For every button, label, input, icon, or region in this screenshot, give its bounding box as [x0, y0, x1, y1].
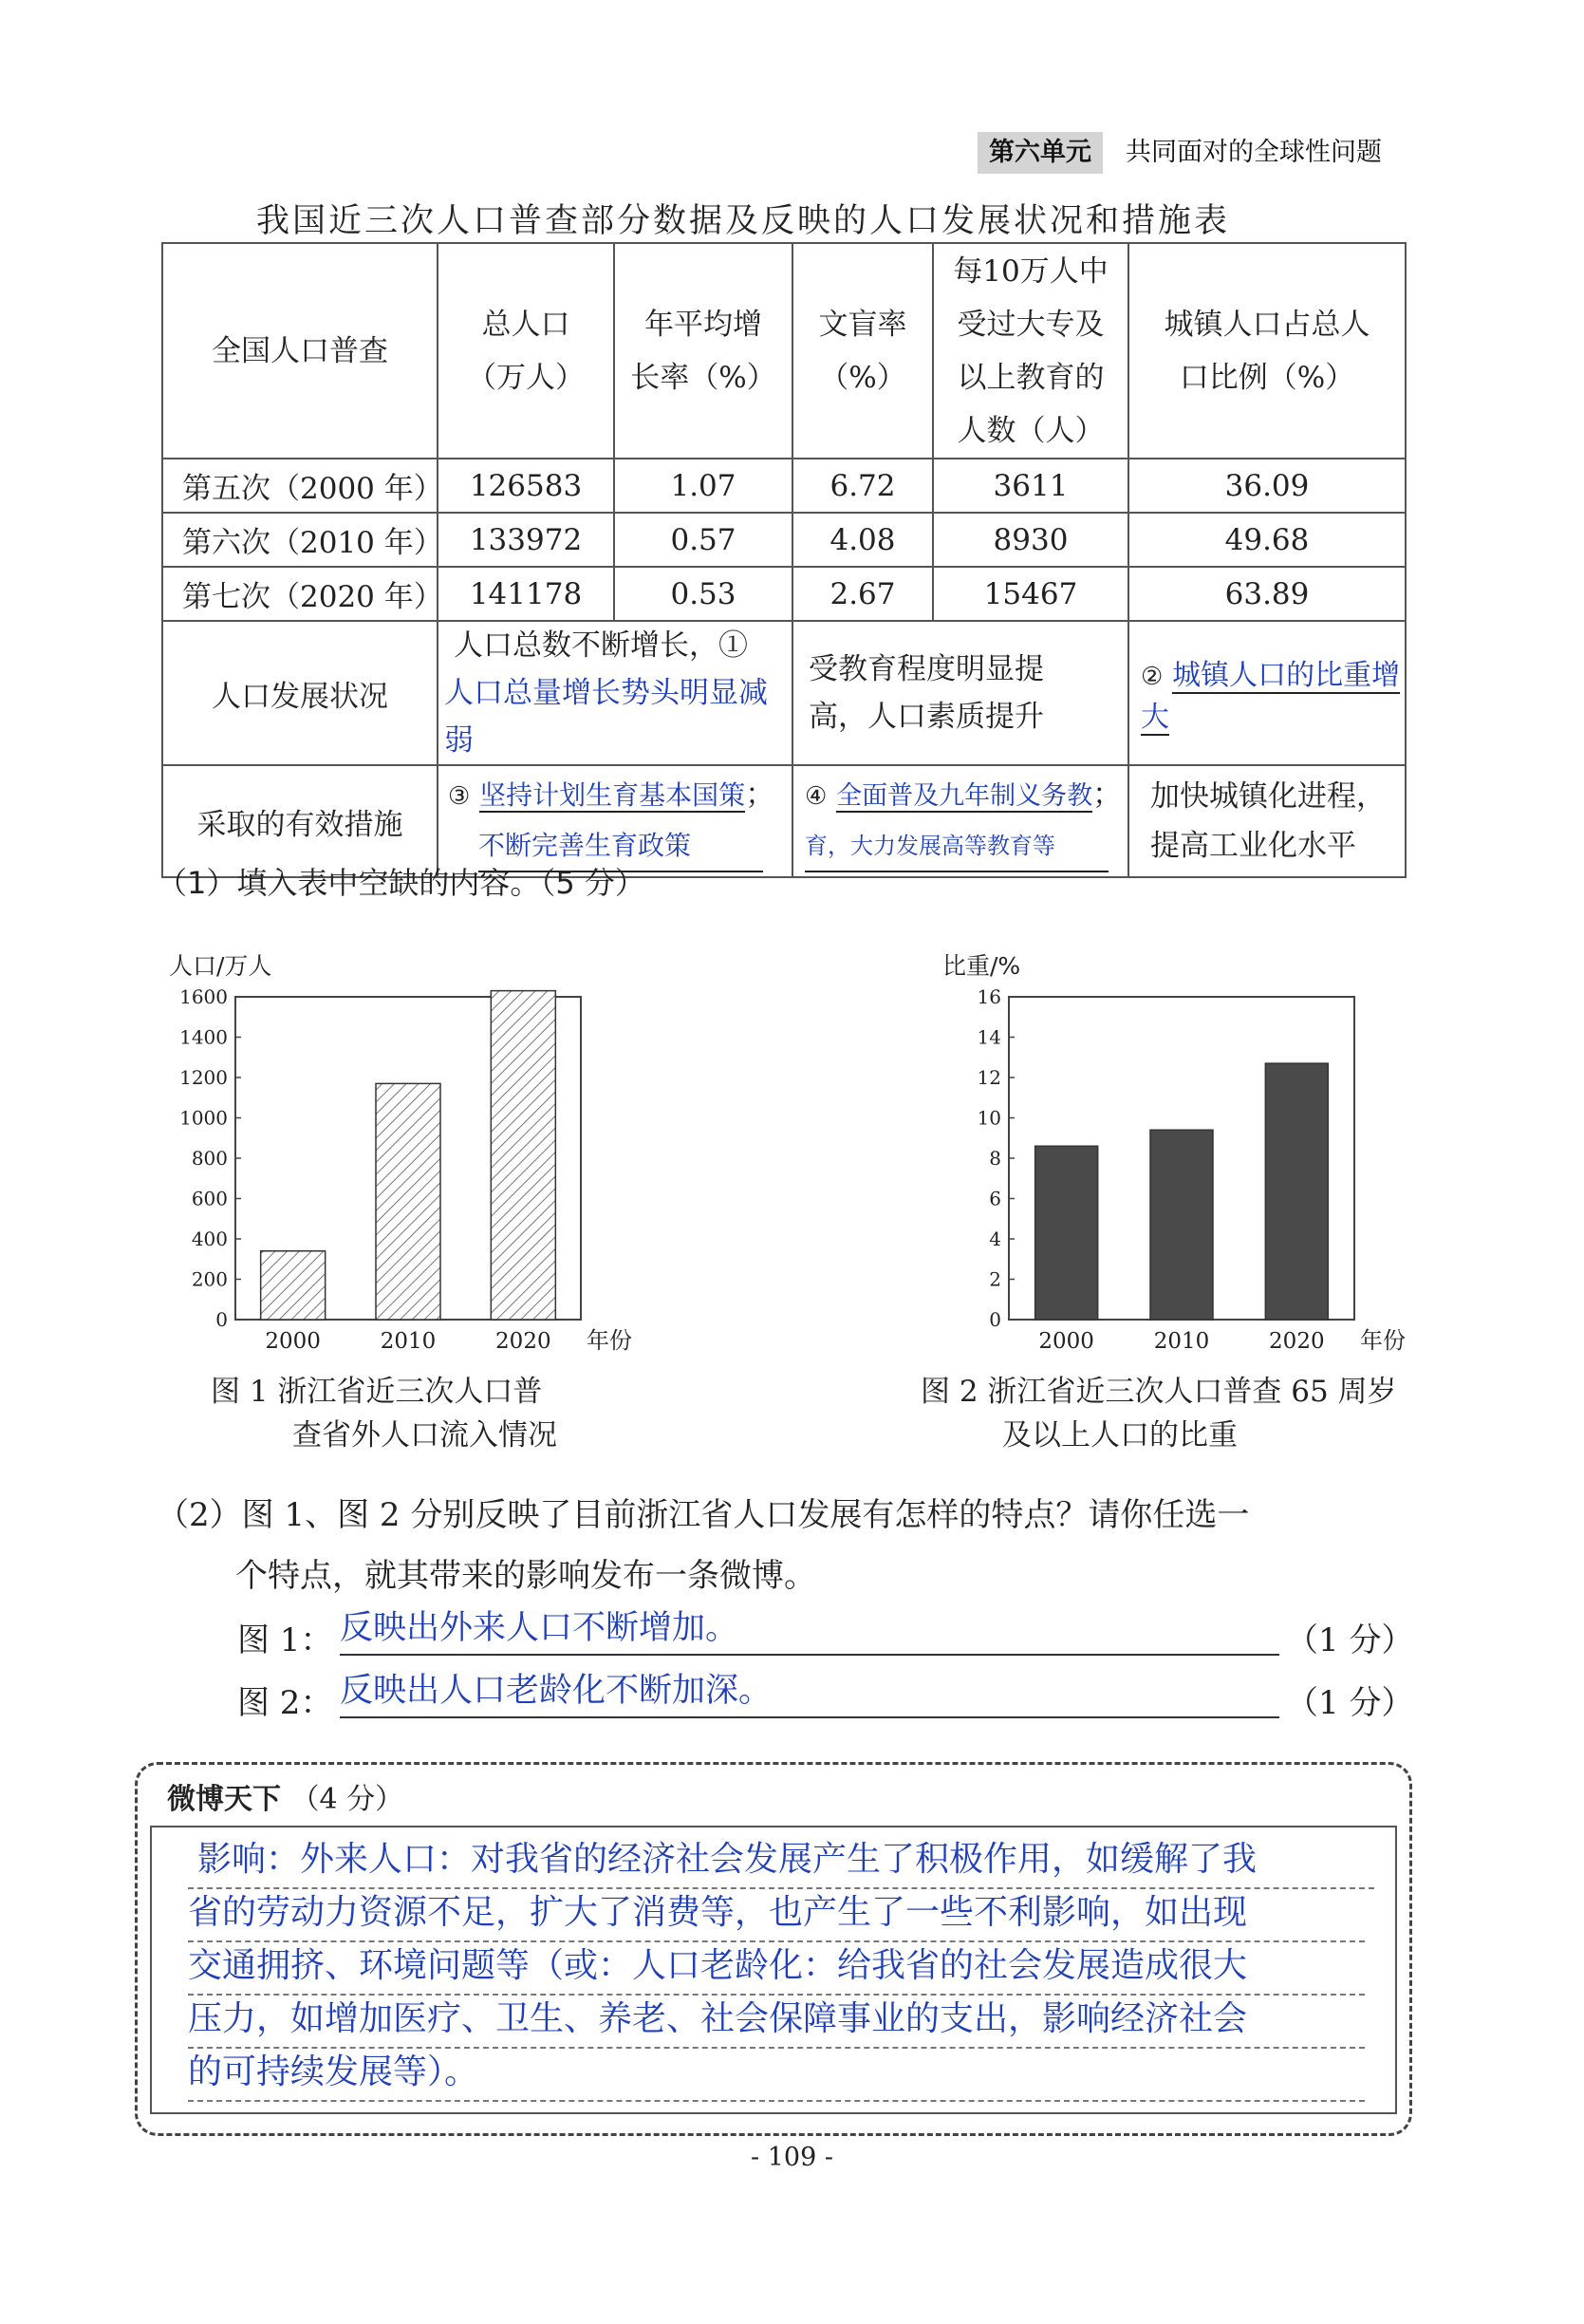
cell-education: 8930 — [933, 513, 1128, 567]
x-tick-label: 2020 — [495, 1329, 551, 1354]
chart1-caption-line1: 图 1 浙江省近三次人口普 — [211, 1375, 543, 1409]
x-tick-label: 2000 — [265, 1329, 321, 1354]
measures-answer-4a: 全面普及九年制义务教 — [836, 781, 1093, 811]
cell-illiteracy: 6.72 — [792, 459, 933, 513]
status-edu-line1: 受教育程度明显提 — [809, 652, 1044, 686]
fig1-answer: 反映出外来人口不断增加。 — [340, 1609, 739, 1647]
fig1-score: （1 分） — [1286, 1621, 1414, 1659]
bar-2020 — [491, 991, 555, 1320]
chart2-y-label: 比重/% — [942, 952, 1021, 980]
x-tick-label: 2010 — [380, 1329, 437, 1354]
cell-urban: 63.89 — [1128, 567, 1406, 621]
fig2-answer: 反映出人口老龄化不断加深。 — [340, 1672, 773, 1710]
x-tick-label: 2000 — [1038, 1329, 1094, 1354]
status-edu-line2: 高，人口素质提升 — [809, 700, 1044, 734]
y-tick-label: 10 — [977, 1106, 1001, 1130]
chart1-caption-line2: 查省外人口流入情况 — [292, 1418, 557, 1452]
measures-sep-3: ； — [745, 778, 775, 812]
cell-urban: 49.68 — [1128, 513, 1406, 567]
table-row — [162, 459, 1406, 513]
table-row — [162, 567, 1406, 621]
y-tick-label: 8 — [989, 1147, 1001, 1170]
y-tick-label: 16 — [977, 985, 1001, 1008]
fig1-answer-line — [340, 1602, 1279, 1656]
x-tick-label: 2020 — [1269, 1329, 1325, 1354]
measures-answer-4b: 育，大力发展高等教育等 — [805, 821, 1109, 872]
question-1: （1）填入表中空缺的内容。（5 分） — [157, 865, 645, 901]
measures-sep-4: ； — [1092, 778, 1123, 812]
header-cell: 总人口 （万人） — [438, 243, 614, 459]
weibo-line: 压力，如增加医疗、卫生、养老、社会保障事业的支出，影响经济社会 — [188, 1995, 1365, 2049]
question-2-line2: 个特点，就其带来的影响发布一条微博。 — [235, 1557, 816, 1595]
measures-urban-line2: 提高工业化水平 — [1150, 829, 1356, 863]
header-cell: 年平均增 长率（%） — [614, 243, 792, 459]
unit-label: 第六单元 — [978, 132, 1103, 174]
y-tick-label: 0 — [989, 1308, 1001, 1331]
y-tick-label: 800 — [191, 1147, 228, 1170]
row-label: 第六次（2010 年） — [162, 513, 438, 567]
chart-1 — [161, 978, 655, 1358]
chart-2 — [935, 978, 1428, 1358]
cell-population: 141178 — [438, 567, 614, 621]
weibo-line: 的可持续发展等）。 — [188, 2048, 1365, 2102]
cell-urban: 36.09 — [1128, 459, 1406, 513]
cell-education: 15467 — [933, 567, 1128, 621]
page-number: - 109 - — [751, 2143, 833, 2172]
bar-2000 — [1035, 1146, 1098, 1320]
table-title: 我国近三次人口普查部分数据及反映的人口发展状况和措施表 — [256, 202, 1231, 240]
cell-growth: 0.57 — [614, 513, 792, 567]
weibo-line: 影响：外来人口：对我省的经济社会发展产生了积极作用，如缓解了我 — [188, 1835, 1374, 1889]
status-answer-1: 人口总量增长势头明显减弱 — [444, 676, 768, 758]
fig2-answer-line — [340, 1665, 1279, 1718]
y-tick-label: 14 — [977, 1025, 1001, 1049]
table-header-row — [162, 243, 1406, 459]
y-tick-label: 1400 — [179, 1025, 228, 1049]
measures-cell-3 — [1128, 765, 1406, 877]
chart2-caption — [921, 1370, 1397, 1457]
status-cell-education — [792, 621, 1128, 765]
status-cell-urban — [1128, 621, 1406, 765]
chart1-caption — [211, 1370, 557, 1457]
y-tick-label: 2 — [989, 1267, 1001, 1291]
cell-growth: 0.53 — [614, 567, 792, 621]
cell-growth: 1.07 — [614, 459, 792, 513]
weibo-title: 微博天下 — [167, 1783, 281, 1816]
bar-2020 — [1265, 1063, 1328, 1320]
y-tick-label: 12 — [977, 1066, 1001, 1089]
bar-2010 — [1150, 1130, 1213, 1320]
status-answer-2: 城镇人口的比重增大 — [1141, 659, 1401, 734]
table-row — [162, 513, 1406, 567]
status-cell-total — [438, 621, 792, 765]
cell-illiteracy: 4.08 — [792, 513, 933, 567]
weibo-score: （4 分） — [290, 1783, 404, 1816]
row-label: 第七次（2020 年） — [162, 567, 438, 621]
y-tick-label: 200 — [191, 1267, 228, 1291]
x-axis-label: 年份 — [587, 1327, 632, 1354]
chart2-caption-line1: 图 2 浙江省近三次人口普查 65 周岁 — [921, 1375, 1397, 1409]
weibo-line: 交通拥挤、环境问题等（或：人口老龄化：给我省的社会发展造成很大 — [188, 1941, 1365, 1996]
status-mark-2: ② — [1141, 663, 1164, 691]
measures-urban-line1: 加快城镇化进程， — [1150, 779, 1386, 814]
header-cell: 文盲率 （%） — [792, 243, 933, 459]
y-tick-label: 4 — [989, 1228, 1001, 1250]
cell-illiteracy: 2.67 — [792, 567, 933, 621]
measures-answer-3b: 不断完善生育政策 — [478, 821, 763, 872]
bar-2000 — [261, 1251, 326, 1320]
weibo-header — [167, 1775, 403, 1817]
measures-label: 采取的有效措施 — [162, 765, 438, 877]
chart1-y-label: 人口/万人 — [169, 952, 272, 980]
measures-mark-4: ④ — [805, 782, 828, 811]
y-tick-label: 0 — [215, 1308, 228, 1331]
chart2-caption-line2: 及以上人口的比重 — [1002, 1418, 1238, 1452]
y-tick-label: 1200 — [179, 1066, 228, 1089]
cell-population: 126583 — [438, 459, 614, 513]
bar-2010 — [376, 1083, 440, 1320]
fig2-answer-label: 图 2： — [237, 1684, 333, 1722]
measures-mark-3: ③ — [448, 782, 471, 811]
y-tick-label: 400 — [191, 1228, 228, 1250]
status-printed-text: 人口总数不断增长，① — [454, 628, 748, 663]
header-cell: 城镇人口占总人 口比例（%） — [1128, 243, 1406, 459]
cell-education: 3611 — [933, 459, 1128, 513]
census-table — [161, 242, 1407, 878]
header-cell: 每10万人中 受过大专及 以上教育的 人数（人） — [933, 243, 1128, 459]
question-2-line1: （2）图 1、图 2 分别反映了目前浙江省人口发展有怎样的特点？请你任选一 — [157, 1496, 1250, 1534]
x-tick-label: 2010 — [1153, 1329, 1210, 1354]
measures-cell-2 — [792, 765, 1128, 877]
fig1-answer-label: 图 1： — [237, 1621, 333, 1659]
y-tick-label: 6 — [989, 1187, 1001, 1210]
measures-answer-3a: 坚持计划生育基本国策 — [479, 779, 746, 811]
row-label: 第五次（2000 年） — [162, 459, 438, 513]
cell-population: 133972 — [438, 513, 614, 567]
header-cell: 全国人口普查 — [162, 243, 438, 459]
y-tick-label: 600 — [191, 1187, 228, 1210]
status-label: 人口发展状况 — [162, 621, 438, 765]
unit-title: 共同面对的全球性问题 — [1126, 138, 1382, 167]
y-tick-label: 1600 — [179, 985, 228, 1008]
fig2-score: （1 分） — [1286, 1684, 1414, 1722]
y-tick-label: 1000 — [179, 1106, 228, 1130]
weibo-line: 省的劳动力资源不足，扩大了消费等，也产生了一些不利影响，如出现 — [188, 1888, 1365, 1942]
status-row — [162, 621, 1406, 765]
x-axis-label: 年份 — [1360, 1327, 1406, 1354]
